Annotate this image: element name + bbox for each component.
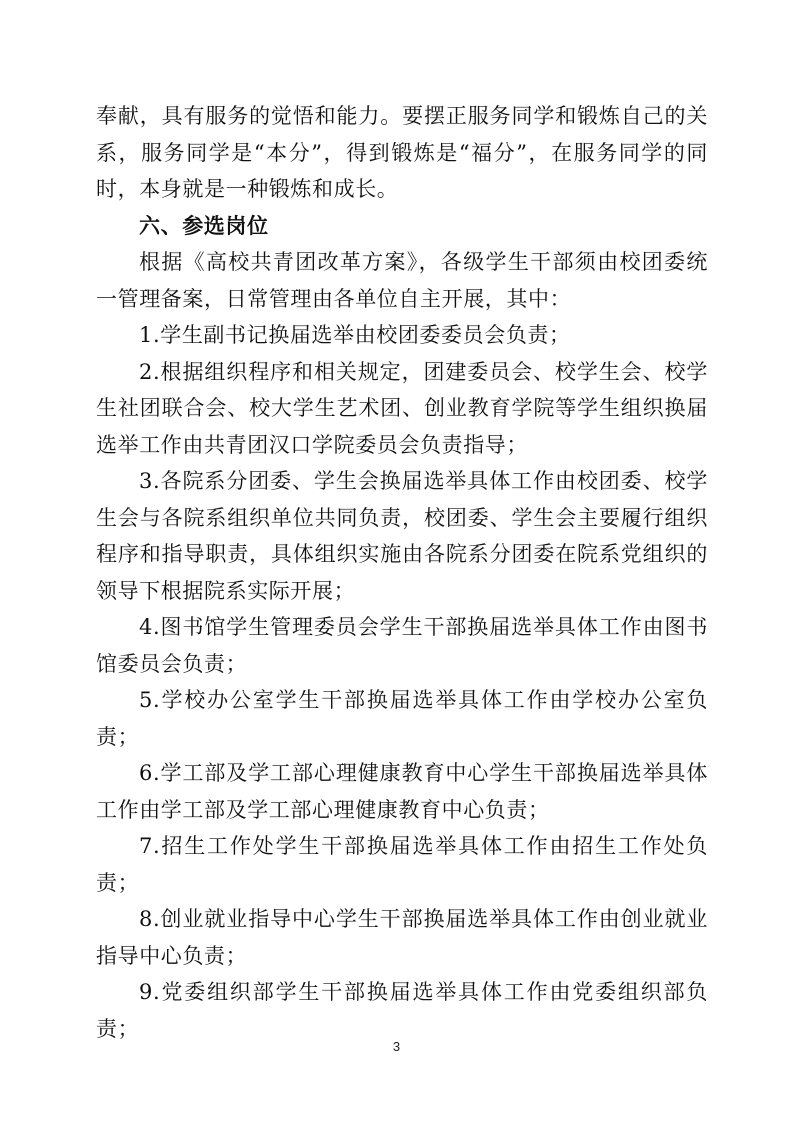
list-item-1: 1.学生副书记换届选举由校团委委员会负责； [139, 323, 571, 347]
list-item-6: 6.学工部及学工部心理健康教育中心学生干部换届选举具体工作由学工部及学工部心理健康教育中心负责； [96, 761, 708, 822]
list-item-5: 5.学校办公室学生干部换届选举具体工作由学校办公室负责； [96, 688, 708, 749]
list-item-7: 7.招生工作处学生干部换届选举具体工作由招生工作处负责； [96, 834, 708, 895]
paragraph-basis: 根据《高校共青团改革方案》，各级学生干部须由校团委统一管理备案，日常管理由各单位自主开展，其中： [96, 250, 708, 311]
list-item-2: 2.根据组织程序和相关规定，团建委员会、校学生会、校学生社团联合会、校大学生艺术团、创业教育学院等学生组织换届选举工作由共青团汉口学院委员会负责指导； [96, 359, 708, 457]
section-heading: 六、参选岗位 [139, 213, 269, 238]
list-item-3: 3.各院系分团委、学生会换届选举具体工作由校团委、校学生会与各院系组织单位共同负责，校团委、学生会主要履行组织程序和指导职责，具体组织实施由各院系分团委在院系党组织的领导下根据院系实际开展； [96, 469, 708, 603]
paragraph-intro-continued: 奉献，具有服务的觉悟和能力。要摆正服务同学和锻炼自己的关系，服务同学是“本分”，得到锻炼是“福分”，在服务同学的同时，本身就是一种锻炼和成长。 [96, 104, 708, 201]
document-body [96, 98, 708, 1047]
page-number: 3 [392, 1039, 401, 1054]
list-item-8: 8.创业就业指导中心学生干部换届选举具体工作由创业就业指导中心负责； [96, 907, 708, 968]
list-item-4: 4.图书馆学生管理委员会学生干部换届选举具体工作由图书馆委员会负责； [96, 615, 708, 676]
list-item-9: 9.党委组织部学生干部换届选举具体工作由党委组织部负责； [96, 980, 708, 1041]
